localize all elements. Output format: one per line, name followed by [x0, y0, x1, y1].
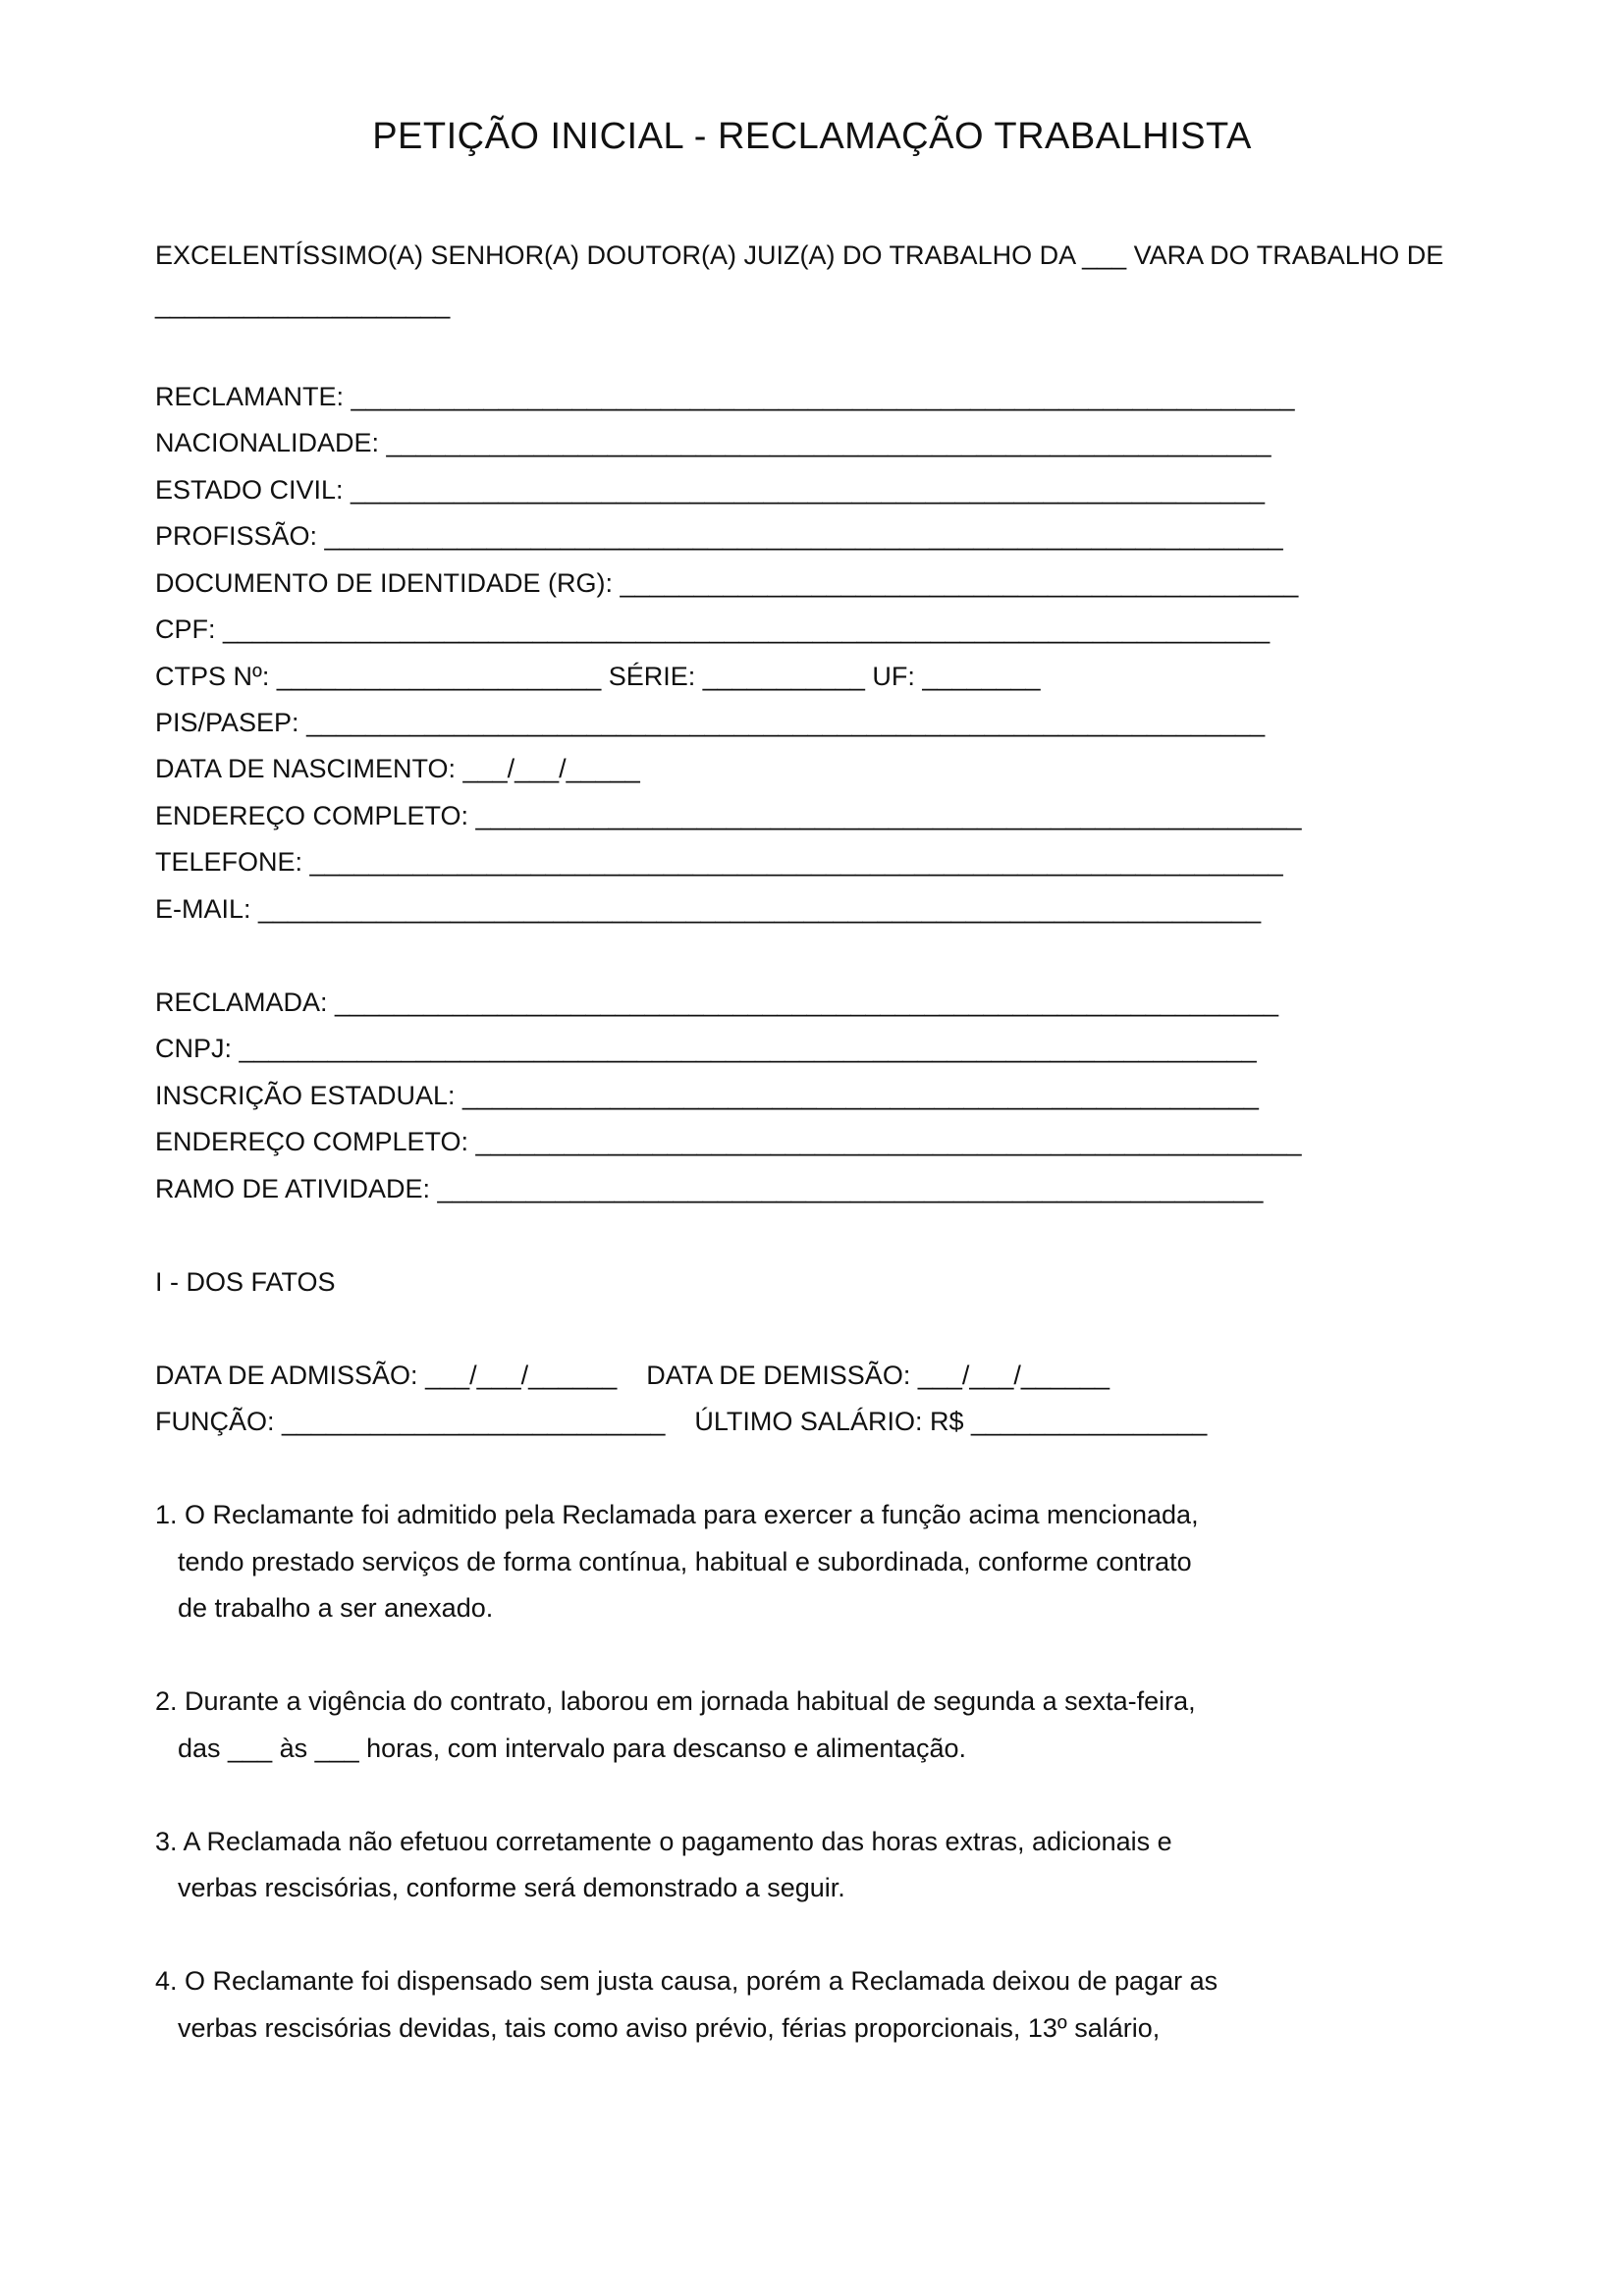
reclamada-field: RECLAMADA: ________________________________________________________________: [155, 988, 1279, 1017]
fact-2-line-1: 2. Durante a vigência do contrato, laborou em jornada habitual de segunda a sexta-feira,: [155, 1686, 1196, 1716]
section-heading-fatos: I - DOS FATOS: [155, 1267, 336, 1297]
document-title: PETIÇÃO INICIAL - RECLAMAÇÃO TRABALHISTA: [372, 116, 1252, 157]
fact-2-line-2: das ___ às ___ horas, com intervalo para descanso e alimentação.: [178, 1734, 966, 1763]
fact-3-line-1: 3. A Reclamada não efetuou corretamente o pagamento das horas extras, adicionais e: [155, 1827, 1172, 1856]
fact-1-line-1: 1. O Reclamante foi admitido pela Reclamada para exercer a função acima mencionada,: [155, 1500, 1199, 1529]
reclamante-field: RECLAMANTE: ________________________________________________________________: [155, 382, 1295, 411]
inscricao-estadual-field: INSCRIÇÃO ESTADUAL: ______________________________________________________: [155, 1081, 1259, 1110]
data-nascimento-field: DATA DE NASCIMENTO: ___/___/_____: [155, 754, 640, 783]
fact-3-line-2: verbas rescisórias, conforme será demonstrado a seguir.: [178, 1873, 845, 1902]
rg-field: DOCUMENTO DE IDENTIDADE (RG): ______________________________________________: [155, 568, 1299, 598]
ctps-field: CTPS Nº: ______________________ SÉRIE: ___________ UF: ________: [155, 662, 1041, 691]
cnpj-field: CNPJ: _____________________________________________________________________: [155, 1034, 1257, 1063]
cpf-field: CPF: _______________________________________________________________________: [155, 614, 1271, 644]
fact-4-line-1: 4. O Reclamante foi dispensado sem justa causa, porém a Reclamada deixou de pagar as: [155, 1966, 1218, 1996]
fact-4-line-2: verbas rescisórias devidas, tais como aviso prévio, férias proporcionais, 13º salário,: [178, 2013, 1161, 2043]
court-address-blank: ____________________: [155, 290, 451, 319]
nacionalidade-field: NACIONALIDADE: ____________________________________________________________: [155, 428, 1272, 457]
fact-1-line-2: tendo prestado serviços de forma contínua, habitual e subordinada, conforme contrato: [178, 1547, 1192, 1576]
fact-1-line-3: de trabalho a ser anexado.: [178, 1593, 494, 1623]
endereco-reclamada-field: ENDEREÇO COMPLETO: ________________________________________________________: [155, 1127, 1302, 1156]
admissao-demissao-line: DATA DE ADMISSÃO: ___/___/______ DATA DE DEMISSÃO: ___/___/______: [155, 1361, 1110, 1390]
estado-civil-field: ESTADO CIVIL: ______________________________________________________________: [155, 475, 1266, 505]
endereco-reclamante-field: ENDEREÇO COMPLETO: ________________________________________________________: [155, 801, 1302, 830]
ramo-atividade-field: RAMO DE ATIVIDADE: ________________________________________________________: [155, 1174, 1264, 1203]
profissao-field: PROFISSÃO: _________________________________________________________________: [155, 521, 1283, 551]
court-address-line: EXCELENTÍSSIMO(A) SENHOR(A) DOUTOR(A) JUIZ(A) DO TRABALHO DA ___ VARA DO TRABALHO DE: [155, 240, 1444, 270]
pis-pasep-field: PIS/PASEP: _________________________________________________________________: [155, 708, 1266, 737]
telefone-field: TELEFONE: __________________________________________________________________: [155, 847, 1283, 877]
funcao-salario-line: FUNÇÃO: __________________________ ÚLTIMO SALÁRIO: R$ ________________: [155, 1407, 1208, 1436]
email-field: E-MAIL: ____________________________________________________________________: [155, 894, 1262, 924]
